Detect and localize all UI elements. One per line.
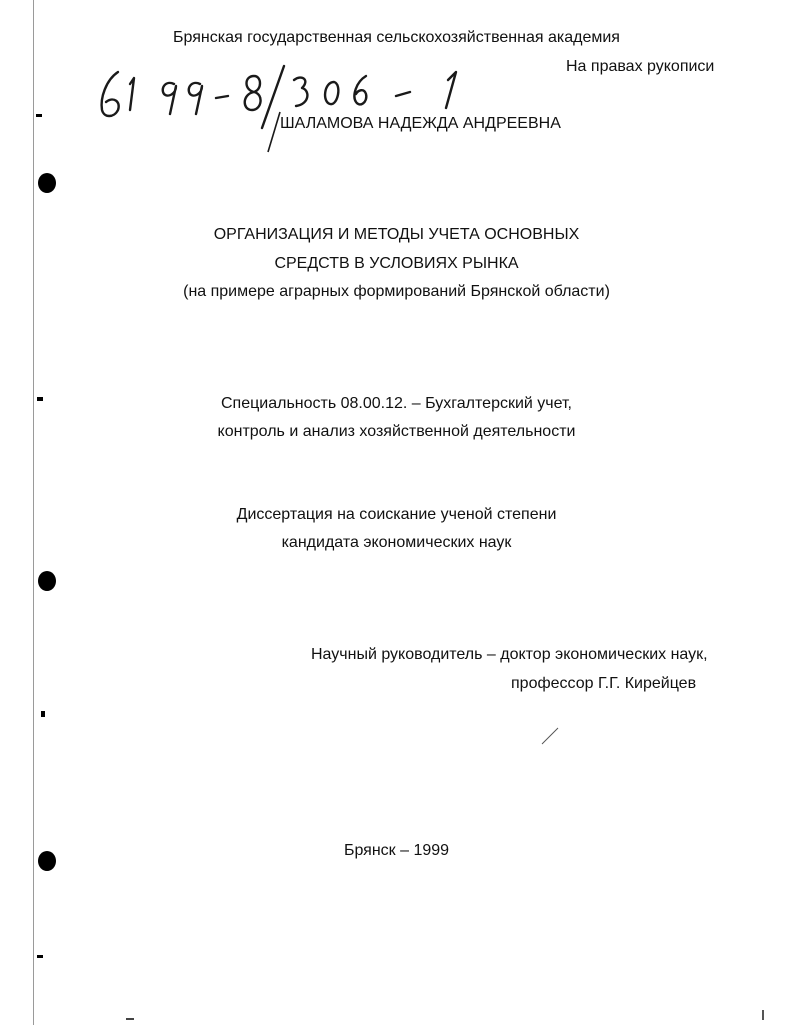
institution-name: Брянская государственная сельскохозяйственная академия: [173, 29, 620, 46]
degree-line-2: кандидата экономических наук: [281, 534, 512, 551]
scan-speck-right: [762, 1010, 764, 1020]
scan-speck-bottom: [126, 1018, 134, 1020]
dissertation-title-line-1: ОРГАНИЗАЦИЯ И МЕТОДЫ УЧЕТА ОСНОВНЫХ: [213, 226, 580, 243]
advisor-line-1: Научный руководитель – доктор экономических наук,: [311, 646, 708, 663]
dissertation-title-line-2: СРЕДСТВ В УСЛОВИЯХ РЫНКА: [274, 255, 519, 272]
advisor-line-2: профессор Г.Г. Кирейцев: [511, 675, 697, 692]
author-name: ШАЛАМОВА НАДЕЖДА АНДРЕЕВНА: [280, 115, 561, 132]
dissertation-subtitle: (на примере аграрных формирований Брянской области): [183, 283, 610, 300]
specialty-line-1: Специальность 08.00.12. – Бухгалтерский учет,: [221, 395, 572, 412]
scan-mark-3: [41, 711, 45, 717]
punch-hole-2: [38, 571, 56, 591]
rights-note: На правах рукописи: [566, 58, 715, 75]
scan-mark-1: [36, 114, 42, 117]
degree-line-1: Диссертация на соискание ученой степени: [236, 506, 557, 523]
place-and-year: Брянск – 1999: [343, 842, 450, 859]
pencil-tick-mark: [540, 726, 560, 746]
punch-hole-1: [38, 173, 56, 193]
scan-mark-4: [37, 955, 43, 958]
specialty-line-2: контроль и анализ хозяйственной деятельности: [217, 423, 576, 440]
